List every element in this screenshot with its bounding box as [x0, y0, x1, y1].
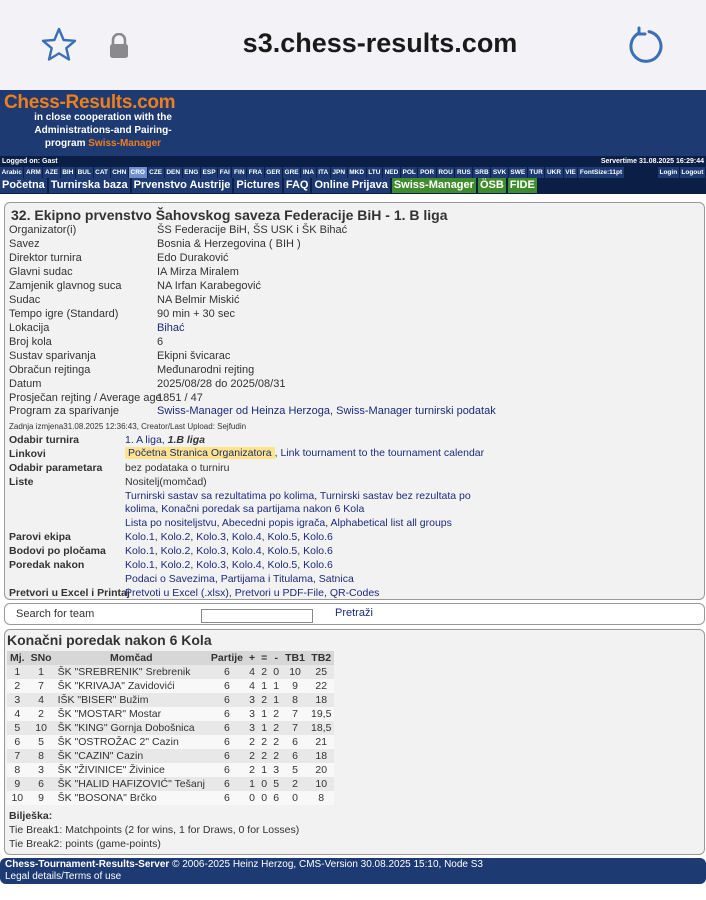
language-item-2[interactable]: AZE [45, 169, 59, 176]
nav-item-6[interactable]: Swiss-Manager [393, 179, 474, 191]
table-cell: 6 [208, 763, 246, 777]
poredak-round-link[interactable]: Kolo.5 [267, 559, 298, 571]
bookmark-star-icon[interactable] [40, 26, 78, 64]
table-cell: 8 [308, 791, 334, 805]
language-list [0, 167, 625, 178]
alphabetical-players-link[interactable]: Abecedni popis igrača [221, 517, 326, 529]
language-bar [0, 167, 706, 178]
table-cell: 10 [308, 777, 334, 791]
table-cell: 6 [270, 791, 282, 805]
info-label: Tempo igre (Standard) [9, 308, 119, 320]
table-cell: 7 [282, 721, 308, 735]
language-item-3[interactable]: BIH [62, 169, 74, 176]
info-label: Savez [9, 238, 40, 250]
schedule-link[interactable]: Satnica [318, 573, 354, 585]
odabir-turnira-value: 1. A liga, 1.B liga [125, 434, 205, 446]
info-label: Glavni sudac [9, 266, 73, 278]
info-value: Edo Duraković [157, 252, 229, 264]
table-cell: 3 [7, 693, 28, 707]
table-cell: 4 [246, 665, 258, 679]
table-cell: 1 [258, 679, 270, 693]
table-cell: 2 [282, 777, 308, 791]
table-cell: 1 [258, 707, 270, 721]
poredak-round-link[interactable]: Kolo.6 [303, 559, 333, 571]
language-item-31[interactable]: UKR [546, 169, 562, 176]
table-cell: 22 [308, 679, 334, 693]
no-tournament-data-link[interactable]: bez podataka o turniru [125, 462, 230, 474]
servertime-text: Servertime 31.08.2025 16:29:44 [600, 158, 704, 165]
table-cell: 25 [308, 665, 334, 679]
table-cell: 4 [246, 679, 258, 693]
poredak-label: Poredak nakon [9, 559, 85, 571]
bodovi-round-link[interactable]: Kolo.2 [160, 545, 191, 557]
swiss-manager-link[interactable]: Swiss-Manager od Heinza Herzoga [157, 405, 331, 417]
table-cell: 0 [282, 791, 308, 805]
seeding-team-link[interactable]: Nositelj(momčad) [125, 476, 207, 488]
notes-title: Bilješka: [9, 810, 53, 822]
table-cell: 1 [270, 693, 282, 707]
roster-without-results-cont[interactable]: kolima [125, 503, 156, 515]
table-row [7, 777, 334, 791]
table-row [7, 665, 334, 679]
table-cell: 9 [28, 791, 55, 805]
table-cell: 2 [270, 707, 282, 721]
table-row [7, 679, 334, 693]
table-cell: 2 [258, 665, 270, 679]
table-cell: 6 [208, 791, 246, 805]
logged-on-text: Logged on: Gast [2, 158, 58, 165]
tie-break-note-1: Tie Break1: Matchpoints (2 for wins, 1 for Draws, 0 for Losses) [9, 824, 300, 836]
table-cell: 2 [28, 707, 55, 721]
standings-table [7, 651, 334, 805]
table-cell: 6 [7, 735, 28, 749]
tie-break-note-2: Tie Break2: points (game-points) [9, 838, 161, 850]
table-cell: 7 [282, 707, 308, 721]
address-bar-url[interactable]: s3.chess-results.com [242, 28, 518, 58]
table-cell: 20 [308, 763, 334, 777]
program-label: Program za sparivanje [9, 405, 120, 417]
info-label: Prosječan rejting / Average age [9, 392, 162, 404]
language-item-9[interactable]: DEN [166, 169, 181, 176]
table-cell: 2 [258, 693, 270, 707]
table-cell: 4 [28, 693, 55, 707]
table-cell: 7 [28, 679, 55, 693]
language-item-5[interactable]: CAT [95, 169, 109, 176]
excel-label: Pretvori u Excel i Printaj [9, 587, 130, 599]
parovi-round-link[interactable]: Kolo.4 [231, 531, 262, 543]
nav-item-7[interactable]: ÖSB [479, 179, 504, 191]
language-item-22[interactable]: NED [384, 169, 399, 176]
language-item-18[interactable]: ITA [318, 169, 329, 176]
table-cell: 6 [208, 679, 246, 693]
language-item-17[interactable]: INA [302, 169, 315, 176]
info-value: 1851 / 47 [157, 392, 203, 404]
nav-item-1[interactable]: Turnirska baza [50, 179, 128, 191]
column-header: Mj. [7, 651, 28, 665]
parovi-round-link[interactable]: Kolo.1 [125, 531, 155, 543]
search-button[interactable]: Pretraži [335, 607, 373, 619]
table-row [7, 763, 334, 777]
language-item-24[interactable]: POR [420, 169, 435, 176]
bodovi-round-link[interactable]: Kolo.4 [231, 545, 262, 557]
language-item-16[interactable]: GRE [284, 169, 299, 176]
info-value: 2025/08/28 do 2025/08/31 [157, 378, 286, 390]
site-header [0, 90, 706, 156]
language-item-20[interactable]: MKD [349, 169, 365, 176]
language-item-28[interactable]: SVK [492, 169, 507, 176]
liste-line3: kolima, Konačni poredak sa partijama nakon 6 Kola [125, 503, 365, 515]
table-cell: 6 [28, 777, 55, 791]
language-item-11[interactable]: ESP [202, 169, 216, 176]
table-cell: 2 [246, 749, 258, 763]
table-cell: 1 [7, 665, 28, 679]
nav-item-5[interactable]: Online Prijava [314, 179, 388, 191]
nav-item-0[interactable]: Početna [2, 179, 45, 191]
language-item-15[interactable]: GER [266, 169, 281, 176]
bodovi-round-link[interactable]: Kolo.6 [303, 545, 333, 557]
table-cell: 8 [7, 763, 28, 777]
info-value: IA Mirza Miralem [157, 266, 239, 278]
team-name-link[interactable]: ŠK "HALID HAFIZOVIĆ" Tešanj [55, 777, 208, 791]
nav-item-3[interactable]: Pictures [236, 179, 280, 191]
table-cell: 10 [282, 665, 308, 679]
team-name-link[interactable]: ŠK "OSTROŽAC 2" Cazin [55, 735, 208, 749]
standings-panel [4, 629, 705, 855]
logo-sub-line2: Administrations-and Pairing- [34, 125, 172, 136]
federation-stats-link[interactable]: Podaci o Savezima, Partijama i Titulama [125, 573, 313, 585]
table-row [7, 693, 334, 707]
parovi-round-link[interactable]: Kolo.2 [160, 531, 191, 543]
browser-toolbar [0, 0, 706, 90]
info-value: NA Belmir Miskić [157, 294, 240, 306]
parovi-label: Parovi ekipa [9, 531, 71, 543]
bodovi-rounds: Kolo.1, Kolo.2, Kolo.3, Kolo.4, Kolo.5, Kolo.6 [125, 545, 333, 557]
info-value: Međunarodni rejting [157, 364, 255, 376]
table-cell: 6 [282, 735, 308, 749]
language-item-10[interactable]: ENG [184, 169, 199, 176]
table-cell: 2 [270, 721, 282, 735]
team-search-input[interactable] [201, 609, 313, 623]
table-cell: 5 [270, 777, 282, 791]
team-search-panel [4, 603, 705, 625]
table-cell: 2 [258, 735, 270, 749]
table-cell: 3 [270, 763, 282, 777]
column-header: - [270, 651, 282, 665]
site-footer [0, 858, 706, 884]
language-item-1[interactable]: ARM [26, 169, 41, 176]
a-liga-link[interactable]: 1. A liga [125, 434, 162, 446]
logo-sub-line1: in close cooperation with the [34, 112, 172, 123]
column-header: Momčad [55, 651, 208, 665]
column-header: TB1 [282, 651, 308, 665]
table-cell: 8 [282, 693, 308, 707]
table-cell: 1 [28, 665, 55, 679]
table-cell: 3 [246, 721, 258, 735]
standings-title: Konačni poredak nakon 6 Kola [7, 632, 212, 648]
table-cell: 7 [7, 749, 28, 763]
poredak-round-link[interactable]: Kolo.1 [125, 559, 155, 571]
final-standings-games-link[interactable]: Konačni poredak sa partijama nakon 6 Kola [161, 503, 365, 515]
language-item-0[interactable]: Arabic [1, 169, 22, 176]
info-label: Sudac [9, 294, 41, 306]
table-cell: 2 [7, 679, 28, 693]
language-item-4[interactable]: BUL [77, 169, 91, 176]
table-cell: 6 [208, 749, 246, 763]
linkovi-label: Linkovi [9, 448, 46, 460]
linkovi-value: Početna Stranica Organizatora , Link tournament to the tournament calendar [125, 447, 484, 459]
b-liga-current: 1.B liga [167, 434, 205, 446]
nav-fill [539, 178, 706, 194]
bodovi-round-link[interactable]: Kolo.1 [125, 545, 155, 557]
last-update-text: Zadnja izmjena31.08.2025 12:36:43, Creator/Last Upload: Sejfudin [9, 422, 247, 431]
language-item-8[interactable]: CZE [149, 169, 163, 176]
team-name-link[interactable]: ŠK "SREBRENIK" Srebrenik [55, 665, 208, 679]
table-cell: 5 [7, 721, 28, 735]
table-cell: 3 [246, 707, 258, 721]
table-row [7, 707, 334, 721]
logo-sub-line3 [18, 137, 188, 150]
language-item-21[interactable]: LTU [368, 169, 381, 176]
language-item-23[interactable]: POL [402, 169, 416, 176]
column-header: SNo [28, 651, 55, 665]
roster-without-results-link[interactable]: Turnirski sastav bez rezultata po [319, 490, 471, 502]
language-item-29[interactable]: SWE [510, 169, 526, 176]
language-item-32[interactable]: VIE [565, 169, 576, 176]
table-cell: 10 [7, 791, 28, 805]
seeding-list-link[interactable]: Lista po nositeljstvu [125, 517, 217, 529]
info-label: Direktor turnira [9, 252, 82, 264]
language-item-12[interactable]: FAI [219, 169, 230, 176]
parovi-round-link[interactable]: Kolo.5 [267, 531, 298, 543]
table-cell: 8 [28, 749, 55, 763]
info-value: 90 min + 30 sec [157, 308, 235, 320]
info-label: Obračun rejtinga [9, 364, 91, 376]
table-cell: 0 [258, 791, 270, 805]
info-label: Lokacija [9, 322, 50, 334]
logout-link[interactable]: Logout [681, 169, 704, 176]
alphabetical-all-groups-link[interactable]: Alphabetical list all groups [330, 517, 452, 529]
info-value: Bosnia & Herzegovina ( BIH ) [157, 238, 301, 250]
table-cell: 10 [28, 721, 55, 735]
main-nav [0, 178, 706, 194]
poredak-round-link[interactable]: Kolo.2 [160, 559, 191, 571]
nav-item-2[interactable]: Prvenstvo Austrije [133, 179, 231, 191]
table-cell: 2 [258, 749, 270, 763]
info-value: 6 [157, 336, 164, 348]
standings-header-row [7, 651, 334, 665]
column-header: TB2 [308, 651, 334, 665]
table-cell: 6 [282, 749, 308, 763]
info-label: Datum [9, 378, 42, 390]
excel-links: Pretvoti u Excel (.xlsx), Pretvori u PDF-File, QR-Codes [125, 587, 380, 599]
liste-line2: Turnirski sastav sa rezultatima po kolima, Turnirski sastav bez rezultata po [125, 490, 471, 502]
export-pdf-link[interactable]: Pretvori u PDF-File [234, 587, 324, 599]
table-cell: 0 [258, 777, 270, 791]
table-cell: 0 [246, 791, 258, 805]
table-cell: 4 [7, 707, 28, 721]
column-header: = [258, 651, 270, 665]
column-header: Partije [208, 651, 246, 665]
parovi-round-link[interactable]: Kolo.3 [196, 531, 227, 543]
poredak-rounds: Kolo.1, Kolo.2, Kolo.3, Kolo.4, Kolo.5, Kolo.6 [125, 559, 333, 571]
language-item-19[interactable]: JPN [332, 169, 346, 176]
bodovi-round-link[interactable]: Kolo.5 [267, 545, 298, 557]
parovi-round-link[interactable]: Kolo.6 [303, 531, 333, 543]
auth-links [658, 167, 706, 178]
poredak-round-link[interactable]: Kolo.3 [196, 559, 227, 571]
nav-item-8[interactable]: FIDE [509, 179, 535, 191]
logo-subtitle [18, 111, 188, 150]
info-bar [0, 156, 706, 167]
logo-swiss-manager: Swiss-Manager [88, 138, 162, 149]
table-row [7, 721, 334, 735]
table-cell: 6 [208, 735, 246, 749]
team-name-link[interactable]: ŠK "CAZIN" Cazin [55, 749, 208, 763]
legal-link[interactable]: Legal details/Terms of use [5, 871, 122, 882]
odabir-turnira-label: Odabir turnira [9, 434, 80, 446]
table-cell: 6 [208, 665, 246, 679]
language-item-6[interactable]: CHN [112, 169, 127, 176]
language-item-30[interactable]: TUR [529, 169, 543, 176]
table-cell: 5 [282, 763, 308, 777]
table-cell: 1 [258, 721, 270, 735]
odabir-parametara-label: Odabir parametara [9, 462, 103, 474]
bodovi-round-link[interactable]: Kolo.3 [196, 545, 227, 557]
tournament-title: 32. Ekipno prvenstvo Šahovskog saveza Federacije BiH - 1. B liga [11, 207, 448, 223]
parovi-rounds: Kolo.1, Kolo.2, Kolo.3, Kolo.4, Kolo.5, Kolo.6 [125, 531, 333, 543]
language-item-7[interactable]: CRO [130, 169, 145, 176]
language-item-13[interactable]: FIN [234, 169, 245, 176]
copyright-text: © 2006-2025 Heinz Herzog, CMS-Version 30.08.2025 15:10, Node S3 [169, 859, 483, 870]
server-name: Chess-Tournament-Results-Server [5, 859, 170, 870]
info-value: Ekipni švicarac [157, 350, 231, 362]
team-name-link[interactable]: ŠK "KING" Gornja Dobošnica [55, 721, 208, 735]
nav-item-4[interactable]: FAQ [285, 179, 309, 191]
language-item-33[interactable]: FontSize:11pt [579, 169, 623, 176]
language-item-26[interactable]: RUS [457, 169, 471, 176]
table-cell: 18 [308, 693, 334, 707]
tournament-panel [4, 202, 705, 600]
team-name-link[interactable]: ŠK "BOSONA" Brčko [55, 791, 208, 805]
lock-icon [108, 33, 130, 59]
table-cell: 5 [28, 735, 55, 749]
column-header: + [246, 651, 258, 665]
table-cell: 9 [282, 679, 308, 693]
table-cell: 21 [308, 735, 334, 749]
table-cell: 2 [246, 763, 258, 777]
table-cell: 18,5 [308, 721, 334, 735]
table-cell: 9 [7, 777, 28, 791]
program-links: Swiss-Manager od Heinza Herzoga, Swiss-Manager turnirski podatak [157, 405, 496, 417]
poredak-round-link[interactable]: Kolo.4 [231, 559, 262, 571]
info-value: ŠS Federacije BiH, ŠS USK i ŠK Bihać [157, 224, 348, 236]
table-cell: 1 [246, 777, 258, 791]
info-value[interactable]: Bihać [157, 322, 185, 334]
table-cell: 18 [308, 749, 334, 763]
table-cell: 3 [28, 763, 55, 777]
liste-label: Liste [9, 476, 34, 488]
team-name-link[interactable]: ŠK "ŽIVINICE" Živinice [55, 763, 208, 777]
export-excel-link[interactable]: Pretvoti u Excel (.xlsx) [125, 587, 229, 599]
table-cell: 2 [270, 735, 282, 749]
podaci-line: Podaci o Savezima, Partijama i Titulama, Satnica [125, 573, 354, 585]
table-cell: 6 [208, 707, 246, 721]
info-label: Sustav sparivanja [9, 350, 96, 362]
info-value: NA Irfan Karabegović [157, 280, 261, 292]
table-cell: 1 [270, 679, 282, 693]
site-logo[interactable]: Chess-Results.com [4, 92, 176, 113]
table-cell: 2 [270, 749, 282, 763]
language-item-14[interactable]: FRA [248, 169, 263, 176]
info-label: Broj kola [9, 336, 52, 348]
table-cell: 0 [270, 665, 282, 679]
login-link[interactable]: Login [659, 169, 678, 176]
table-cell: 6 [208, 693, 246, 707]
table-cell: 6 [208, 721, 246, 735]
team-name-link[interactable]: IŠK "BISER" Bužim [55, 693, 208, 707]
qr-codes-link[interactable]: QR-Codes [329, 587, 380, 599]
tournament-calendar-link[interactable]: Link tournament to the tournament calendar [280, 447, 485, 459]
table-cell: 3 [246, 693, 258, 707]
footer-line1 [5, 859, 483, 870]
table-cell: 2 [246, 735, 258, 749]
team-name-link[interactable]: ŠK "KRIVAJA" Zavidovići [55, 679, 208, 693]
roster-with-results-link[interactable]: Turnirski sastav sa rezultatima po kolima [125, 490, 315, 502]
liste-line4: Lista po nositeljstvu, Abecedni popis igrača, Alphabetical list all groups [125, 517, 452, 529]
info-label: Organizator(i) [9, 224, 77, 236]
info-label: Zamjenik glavnog suca [9, 280, 122, 292]
bodovi-label: Bodovi po pločama [9, 545, 106, 557]
organizer-homepage-link[interactable]: Početna Stranica Organizatora [125, 447, 275, 459]
table-row [7, 749, 334, 763]
language-item-27[interactable]: SRB [474, 169, 489, 176]
table-row [7, 791, 334, 805]
team-name-link[interactable]: ŠK "MOSTAR" Mostar [55, 707, 208, 721]
table-cell: 19,5 [308, 707, 334, 721]
logo-sub-text: program [44, 138, 89, 149]
swiss-manager-data-link[interactable]: Swiss-Manager turnirski podatak [336, 405, 496, 417]
table-cell: 1 [258, 763, 270, 777]
reload-icon[interactable] [626, 26, 664, 64]
table-row [7, 735, 334, 749]
table-cell: 6 [208, 777, 246, 791]
language-item-25[interactable]: ROU [438, 169, 453, 176]
search-label: Search for team [16, 608, 95, 620]
